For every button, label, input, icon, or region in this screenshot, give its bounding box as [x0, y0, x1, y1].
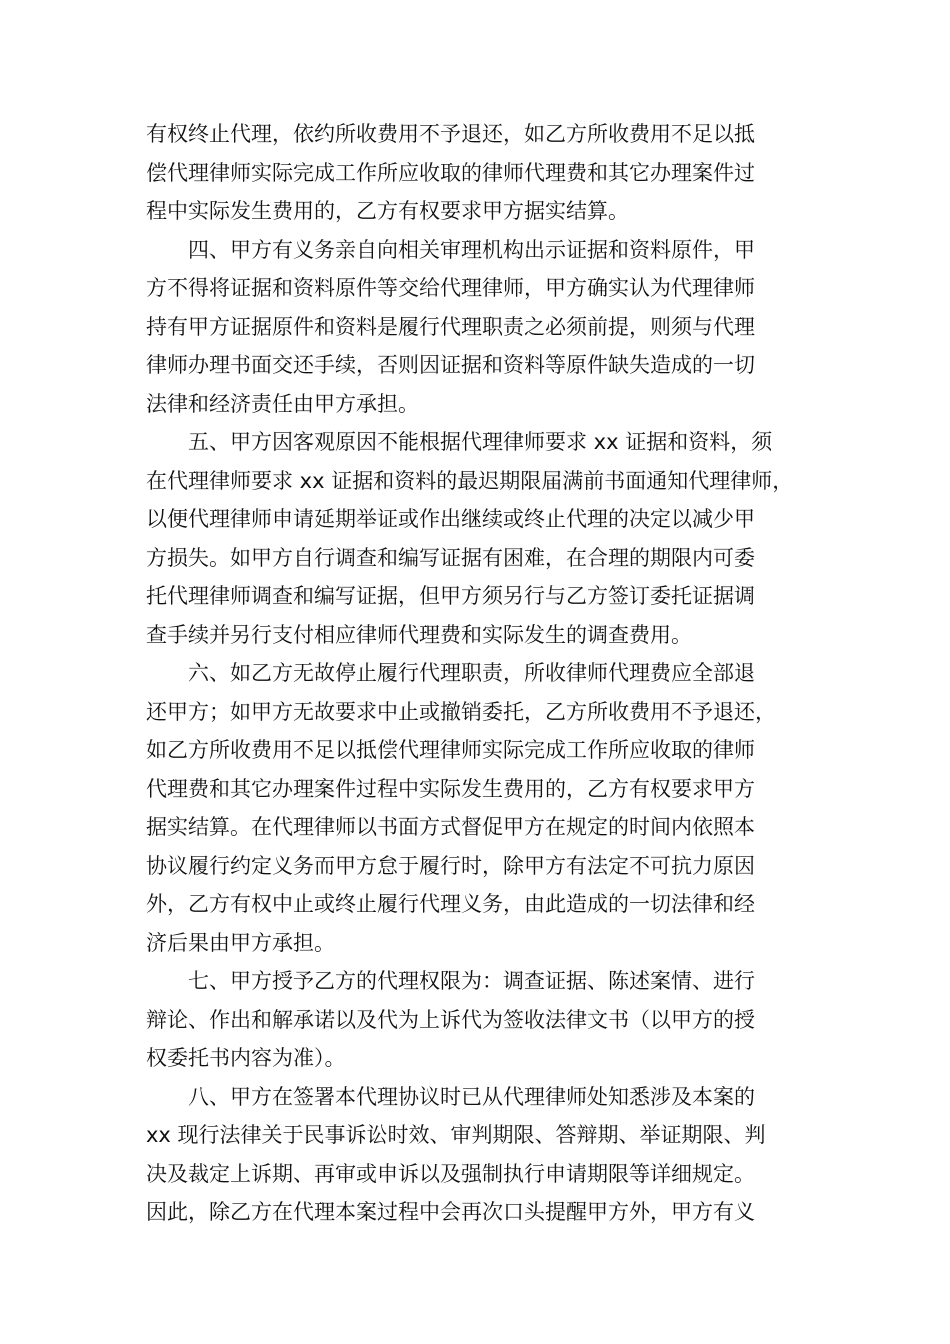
paragraph-first-line: 四、甲方有义务亲自向相关审理机构出示证据和资料原件，甲 [188, 237, 755, 262]
text-line: 还甲方；如甲方无故要求中止或撤销委托，乙方所收费用不予退还， [146, 699, 776, 724]
text-line: 代理费和其它办理案件过程中实际发生费用的，乙方有权要求甲方 [146, 776, 755, 801]
text-line: 方损失。如甲方自行调查和编写证据有困难，在合理的期限内可委 [146, 545, 755, 570]
text-line: 律师办理书面交还手续，否则因证据和资料等原件缺失造成的一切 [146, 353, 755, 377]
paragraph-first-line: 八、甲方在签署本代理协议时已从代理律师处知悉涉及本案的 [188, 1084, 755, 1109]
text-line: 查手续并另行支付相应律师代理费和实际发生的调查费用。 [146, 622, 692, 647]
text-line: xx 现行法律关于民事诉讼时效、审判期限、答辩期、举证期限、判 [146, 1123, 766, 1147]
text-line: 在代理律师要求 xx 证据和资料的最迟期限届满前书面通知代理律师， [146, 468, 794, 493]
text-line: 决及裁定上诉期、再审或申诉以及强制执行申请期限等详细规定。 [146, 1161, 755, 1186]
paragraph-first-line: 五、甲方因客观原因不能根据代理律师要求 xx 证据和资料，须 [188, 430, 773, 454]
paragraph-first-line: 六、如乙方无故停止履行代理职责，所收律师代理费应全部退 [188, 661, 755, 685]
text-line: 协议履行约定义务而甲方怠于履行时，除甲方有法定不可抗力原因 [146, 853, 755, 878]
text-line: 以便代理律师申请延期举证或作出继续或终止代理的决定以减少甲 [146, 507, 755, 531]
text-line: 据实结算。在代理律师以书面方式督促甲方在规定的时间内依照本 [146, 815, 755, 839]
text-line: 外，乙方有权中止或终止履行代理义务，由此造成的一切法律和经 [146, 892, 755, 916]
text-line: 程中实际发生费用的，乙方有权要求甲方据实结算。 [146, 199, 629, 223]
text-line: 权委托书内容为准）。 [146, 1046, 346, 1070]
text-line: 辩论、作出和解承诺以及代为上诉代为签收法律文书（以甲方的授 [146, 1007, 755, 1032]
paragraph-first-line: 七、甲方授予乙方的代理权限为：调查证据、陈述案情、进行 [188, 969, 755, 993]
document-body [146, 115, 808, 1232]
text-line: 持有甲方证据原件和资料是履行代理职责之必须前提，则须与代理 [146, 314, 755, 339]
text-line: 因此，除乙方在代理本案过程中会再次口头提醒甲方外，甲方有义 [146, 1200, 755, 1224]
text-line: 有权终止代理，依约所收费用不予退还，如乙方所收费用不足以抵 [146, 122, 755, 146]
text-line: 方不得将证据和资料原件等交给代理律师，甲方确实认为代理律师 [146, 276, 755, 300]
text-line: 济后果由甲方承担。 [146, 930, 335, 955]
text-line: 偿代理律师实际完成工作所应收取的律师代理费和其它办理案件过 [146, 160, 755, 185]
text-line: 如乙方所收费用不足以抵偿代理律师实际完成工作所应收取的律师 [146, 738, 755, 762]
text-line: 法律和经济责任由甲方承担。 [146, 391, 419, 416]
text-line: 托代理律师调查和编写证据，但甲方须另行与乙方签订委托证据调 [146, 584, 755, 608]
